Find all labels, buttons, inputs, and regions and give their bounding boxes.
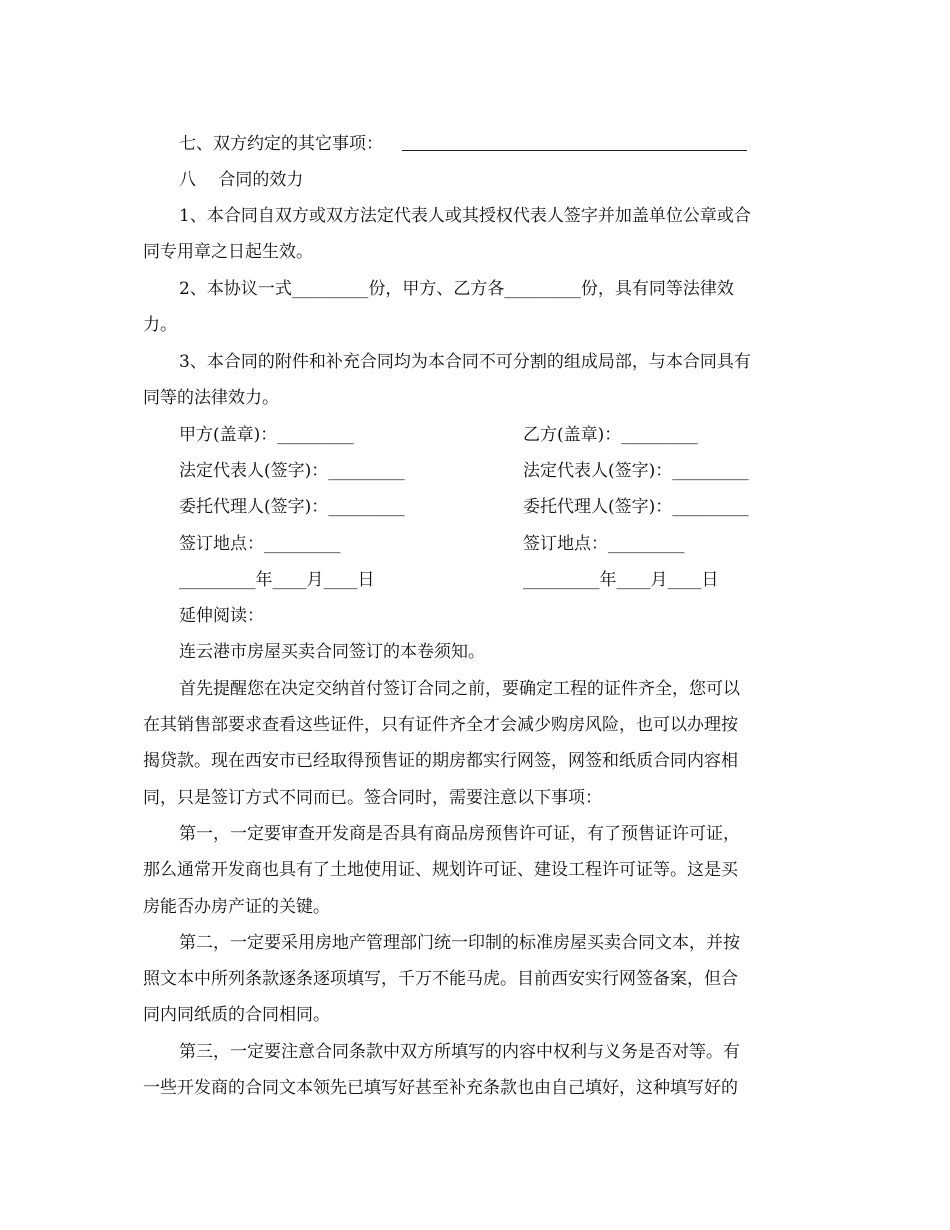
party-b-legal-rep: 法定代表人(签字)：_________ xyxy=(523,461,749,481)
clause-1-line-1: 1、本合同自双方或双方法定代表人或其授权代表人签字并加盖单位公章或合 xyxy=(179,206,751,226)
paragraph-1-line-4: 同，只是签订方式不同而已。签合同时，需要注意以下事项： xyxy=(143,788,602,808)
clause-2-line-1: 2、本协议一式_________份，甲方、乙方各_________份，具有同等法律效 xyxy=(179,279,734,299)
clause-3-line-1: 3、本合同的附件和补充合同均为本合同不可分割的组成局部，与本合同具有 xyxy=(179,352,751,372)
paragraph-4-line-2: 一些开发商的合同文本领先已填写好甚至补充条款也由自己填好，这种填写好的 xyxy=(143,1078,738,1098)
paragraph-1-line-1: 首先提醒您在决定交纳首付签订合同之前，要确定工程的证件齐全，您可以 xyxy=(179,679,740,699)
clause-3-line-2: 同等的法律效力。 xyxy=(143,388,279,408)
extended-reading-title: 连云港市房屋买卖合同签订的本卷须知。 xyxy=(179,642,485,662)
paragraph-3-line-2: 照文本中所列条款逐条逐项填写，千万不能马虎。目前西安实行网签备案，但合 xyxy=(143,969,738,989)
party-b-place: 签订地点：_________ xyxy=(523,534,685,554)
paragraph-4-line-1: 第三，一定要注意合同条款中双方所填写的内容中权利与义务是否对等。有 xyxy=(179,1042,740,1062)
party-b-agent: 委托代理人(签字)：_________ xyxy=(523,497,749,517)
clause-2-line-2: 力。 xyxy=(143,315,177,335)
paragraph-1-line-3: 揭贷款。现在西安市已经取得预售证的期房都实行网签，网签和纸质合同内容相 xyxy=(143,751,738,771)
clause-7: 七、双方约定的其它事项： xyxy=(179,134,383,154)
paragraph-2-line-3: 房能否办房产证的关键。 xyxy=(143,897,330,917)
party-b-date: _________年____月____日 xyxy=(523,570,719,590)
party-a-seal: 甲方(盖章)：_________ xyxy=(179,425,354,445)
party-a-agent: 委托代理人(签字)：_________ xyxy=(179,497,405,517)
paragraph-3-line-3: 同内同纸质的合同相同。 xyxy=(143,1005,330,1025)
paragraph-1-line-2: 在其销售部要求查看这些证件，只有证件齐全才会减少购房风险，也可以办理按 xyxy=(143,715,738,735)
paragraph-2-line-2: 那么通常开发商也具有了土地使用证、规划许可证、建设工程许可证等。这是买 xyxy=(143,860,738,880)
section-8-heading: 八 合同的效力 xyxy=(179,170,304,190)
party-a-place: 签订地点：_________ xyxy=(179,534,341,554)
party-a-legal-rep: 法定代表人(签字)：_________ xyxy=(179,461,405,481)
paragraph-3-line-1: 第二，一定要采用房地产管理部门统一印制的标准房屋买卖合同文本，并按 xyxy=(179,933,740,953)
clause-1-line-2: 同专用章之日起生效。 xyxy=(143,242,313,262)
clause-7-blank-line xyxy=(402,150,747,151)
paragraph-2-line-1: 第一，一定要审查开发商是否具有商品房预售许可证，有了预售证许可证， xyxy=(179,824,740,844)
party-b-seal: 乙方(盖章)：_________ xyxy=(523,425,698,445)
extended-reading-label: 延伸阅读： xyxy=(179,606,264,626)
party-a-date: _________年____月____日 xyxy=(179,570,375,590)
